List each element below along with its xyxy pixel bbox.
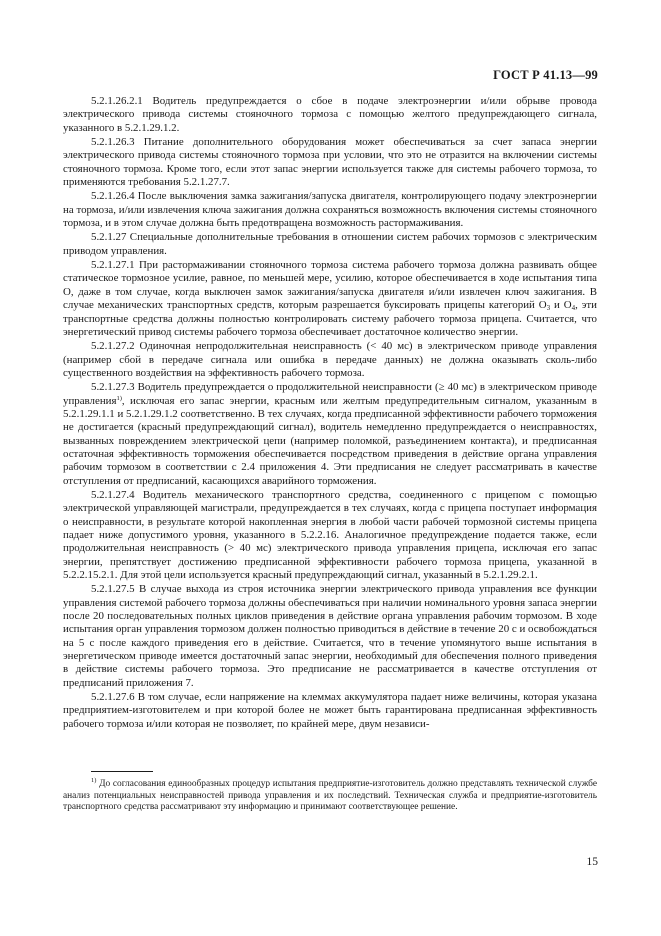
- paragraph-5-2-1-27-6: 5.2.1.27.6 В том случае, если напряжение на клеммах аккумулятора падает ниже величины, которая указана предприятием-изготовителем и при которой более не может быть гарантирована предписанная эффективность рабочего тормоза и/или которая не позволяет, по крайней мере, двум независи-: [63, 691, 597, 730]
- paragraph-5-2-1-27-3: 5.2.1.27.3 Водитель предупреждается о продолжительной неисправности (≥ 40 мс) в электрическом приводе управления$^{1)}$, исключая его запас энергии, красным или желтым предупредительным сигналом, указанным в 5.2.1.29.1.1 и 5.2.1.29.1.2 соответственно. В тех случаях, когда предписанной эффективности рабочего торможения не достигается (красный предупреждающий сигнал), водитель немедленно предупреждается о неисправностях, вызванных повреждением электрической цепи (например поломкой, разъединением контакта), и предписанная остаточная эффективность торможения обеспечивается посредством приведения в действие органа управления рабочим тормозом в соответствии с 2.4 приложения 4. Эти предписания не следует рассматривать в качестве отступления от предписаний, касающихся аварийного торможения.: [63, 381, 598, 487]
- paragraph-5-2-1-27-5: 5.2.1.27.5 В случае выхода из строя источника энергии электрического привода управления все функции управления системой рабочего тормоза должны обеспечиваться при наличии номинального уровня запаса энергии после 20 последовательных полных циклов приведения в действие органа управления рабочим тормозом. В ходе испытания орган управления тормозом должен полностью приводиться в действие в течение 20 с и освобождаться на 5 с после каждого приведения его в действие. Считается, что в течение упомянутого выше испытания в энергетическом приводе имеется достаточный запас энергии, необходимый для обеспечения полного приведения в действие системы рабочего тормоза. Это предписание не рассматривается в качестве отступления от предписаний приложения 7.: [63, 583, 597, 689]
- footnote-text: $^{1)}$ До согласования единообразных процедур испытания предприятие-изготовитель должно представлять технической службе анализ потенциальных неисправностей привода управления и их последствий. Техническая служба и предприятие-изготовитель транспортного средства рассматривают эту информацию и принимают соответствующее решение.: [63, 777, 597, 813]
- page-number: 15: [586, 856, 598, 868]
- paragraph-5-2-1-27-4: 5.2.1.27.4 Водитель механического транспортного средства, соединенного с прицепом с помощью электрической управляющей магистрали, предупреждается в тех случаях, когда с прицепа поступает информация о неисправности, в результате которой накопленная энергия в любой части рабочей тормозной системы прицепа падает ниже допустимого уровня, указанного в 5.2.2.16. Аналогичное предупреждение подается также, если продолжительная неисправность (> 40 мс) электрического привода управления прицепа, исключая его запас энергии, препятствует достижению предписанной эффективности рабочего тормоза прицепа, указанной в 5.2.2.15.2.1. Для этой цели используется красный предупреждающий сигнал, указанный в 5.2.1.29.2.1.: [63, 488, 597, 582]
- paragraph-5-2-1-27: 5.2.1.27 Специальные дополнительные требования в отношении систем рабочих тормозов с электрическим приводом управления.: [63, 231, 597, 257]
- paragraph-5-2-1-26-2-1: 5.2.1.26.2.1 Водитель предупреждается о сбое в подаче электроэнергии и/или обрыве провода электрического привода системы стояночного тормоза с помощью желтого предупреждающего сигнала, указанного в 5.2.1.29.1.2.: [63, 95, 597, 134]
- body-text: [63, 95, 597, 731]
- paragraph-5-2-1-26-4: 5.2.1.26.4 После выключения замка зажигания/запуска двигателя, контролирующего подачу электроэнергии на тормоза, и/или извлечения ключа зажигания должна сохраняться возможность включения системы стояночного тормоза, и в этом случае должна быть предотвращена возможность растормаживания.: [63, 190, 597, 230]
- paragraph-5-2-1-27-2: 5.2.1.27.2 Одиночная непродолжительная неисправность (< 40 мс) в электрическом приводе управления (например сбой в передаче сигнала или ошибка в передаче данных) не должна оказывать сколь-либо существенного воздействия на эффективность рабочего тормоза.: [63, 340, 597, 379]
- footnote: [63, 779, 597, 814]
- document-header: ГОСТ Р 41.13—99: [493, 68, 598, 82]
- footnote-divider: [91, 771, 153, 772]
- paragraph-5-2-1-26-3: 5.2.1.26.3 Питание дополнительного оборудования может обеспечиваться за счет запаса энергии электрического привода системы стояночного тормоза при условии, что это не отразится на включении системы стояночного тормоза. Кроме того, если этот запас энергии используется также для системы рабочего тормоза, то применяются требования 5.2.1.27.7.: [63, 136, 597, 189]
- paragraph-5-2-1-27-1: 5.2.1.27.1 При растормаживании стояночного тормоза система рабочего тормоза должна развивать общее статическое тормозное усилие, равное, по меньшей мере, усилию, которое обеспечивается в ходе испытания типа О, даже в том случае, когда выключен замок зажигания/запуска двигателя и/или извлечен ключ зажигания. В случае механических транспортных средств, которым разрешается буксировать прицепы категорий $О_3$ и $О_4$, эти транспортные средства должны полностью контролировать систему рабочего тормоза прицепа. Считается, что энергетический привод системы рабочего тормоза обеспечивает достаточное количество энергии.: [63, 259, 598, 338]
